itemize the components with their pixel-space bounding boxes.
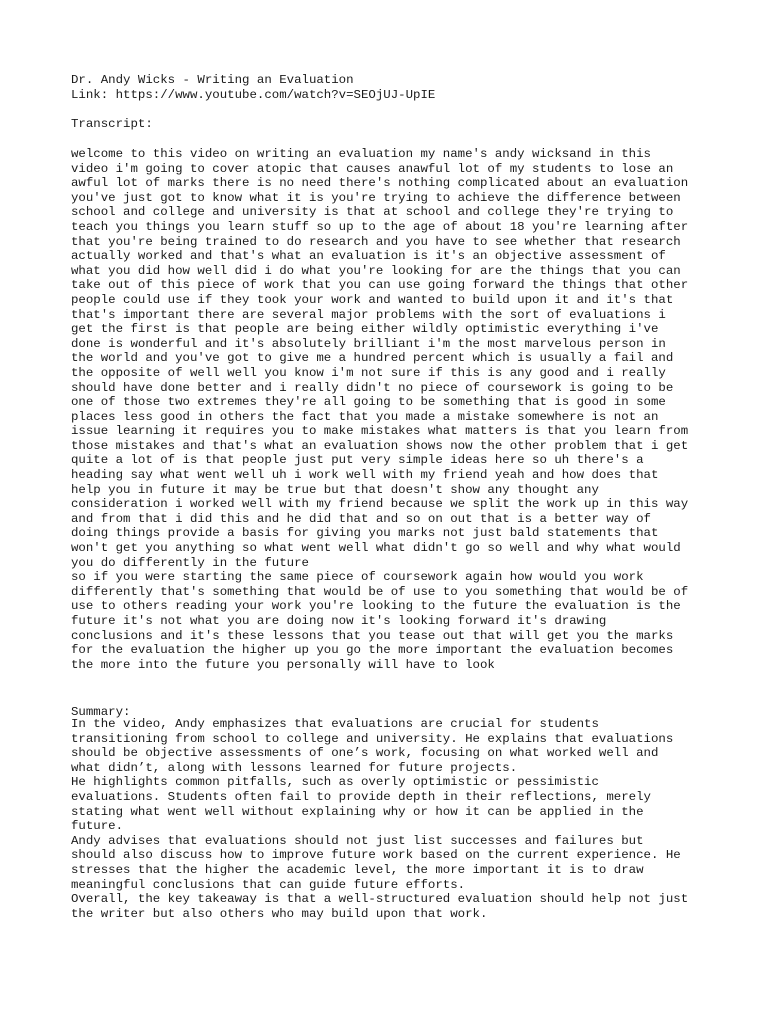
text-line: consideration i worked well with my friend because we split the work up in this way	[71, 497, 689, 512]
text-line: video i'm going to cover atopic that causes anawful lot of my students to lose an	[71, 161, 674, 176]
text-line: future.	[71, 819, 124, 834]
text-line: He highlights common pitfalls, such as overly optimistic or pessimistic	[71, 775, 599, 790]
text-line: school and college and university is that at school and college they're trying to	[71, 205, 674, 220]
text-line: for the evaluation the higher up you go the more important the evaluation becomes	[71, 643, 674, 658]
text-line: one of those two extremes they're all going to be something that is good in some	[71, 395, 666, 410]
text-line: In the video, Andy emphasizes that evaluations are crucial for students	[71, 717, 599, 731]
text-line: Andy advises that evaluations should not just list successes and failures but	[71, 833, 644, 848]
text-line: awful lot of marks there is no need there's nothing complicated about an evaluation	[71, 176, 689, 191]
text-line: take out of this piece of work that you can use going forward the things that other	[71, 278, 689, 293]
text-line: that you're being trained to do research and you have to see whether that research	[71, 234, 681, 249]
text-line: won't get you anything so what went well what didn't go so well and why what would	[71, 541, 681, 556]
summary-heading: Summary:	[71, 705, 131, 719]
text-line: stresses that the higher the academic level, the more important it is to draw	[71, 862, 644, 877]
text-line: what you did how well did i do what you're looking for are the things that you can	[71, 263, 681, 278]
text-line: those mistakes and that's what an evaluation shows now the other problem that i get	[71, 438, 689, 453]
text-line: help you in future it may be true but that doesn't show any thought any	[71, 482, 599, 497]
text-line: and from that i did this and he did that and so on out that is a better way of	[71, 511, 651, 526]
text-line: the more into the future you personally will have to look	[71, 657, 495, 672]
text-line: that's important there are several major problems with the sort of evaluations i	[71, 307, 666, 322]
video-link[interactable]: Link: https://www.youtube.com/watch?v=SEOjUJ-UpIE	[71, 87, 436, 102]
text-line: should also discuss how to improve future work based on the current experience. He	[71, 848, 681, 863]
text-line: should have done better and i really didn't no piece of coursework is going to be	[71, 380, 674, 395]
text-line: so if you were starting the same piece of coursework again how would you work	[71, 570, 644, 585]
summary-body	[71, 717, 721, 921]
text-line: transitioning from school to college and university. He explains that evaluations	[71, 731, 674, 746]
text-line: you've just got to know what it is you're trying to achieve the difference between	[71, 190, 681, 205]
text-line: doing things provide a basis for giving you marks not just bald statements that	[71, 526, 659, 541]
text-line: future it's not what you are doing now it's looking forward it's drawing	[71, 614, 607, 628]
transcript-heading: Transcript:	[71, 117, 153, 131]
text-line: differently that's something that would be of use to you something that would be of	[71, 584, 689, 599]
text-line: heading say what went well uh i work well with my friend yeah and how does that	[71, 468, 659, 483]
text-line: places less good in others the fact that you made a mistake somewhere is not an	[71, 409, 659, 424]
text-line: actually worked and that's what an evaluation is it's an objective assessment of	[71, 249, 666, 264]
text-line: conclusions and it's these lessons that you tease out that will get you the marks	[71, 628, 674, 643]
text-line: issue learning it requires you to make mistakes what matters is that you learn from	[71, 424, 689, 439]
text-line: Overall, the key takeaway is that a well-structured evaluation should help not just	[71, 892, 689, 907]
text-line: the writer but also others who may build upon that work.	[71, 906, 488, 921]
text-line: evaluations. Students often fail to provide depth in their reflections, merely	[71, 789, 651, 804]
text-line: get the first is that people are being either wildly optimistic everything i've	[71, 322, 659, 337]
text-line: done is wonderful and it's absolutely brilliant i'm the most marvelous person in	[71, 336, 666, 351]
text-line: use to others reading your work you're looking to the future the evaluation is the	[71, 599, 681, 614]
text-line: the opposite of well well you know i'm not sure if this is any good and i really	[71, 365, 666, 380]
text-line: the world and you've got to give me a hundred percent which is usually a fail and	[71, 351, 674, 366]
text-line: meaningful conclusions that can guide future efforts.	[71, 877, 466, 892]
document-header	[71, 73, 721, 102]
text-line: quite a lot of is that people just put very simple ideas here so uh there's a	[71, 453, 644, 468]
text-line: people could use if they took your work and wanted to build upon it and it's that	[71, 292, 674, 307]
text-line: stating what went well without explaining why or how it can be applied in the	[71, 804, 644, 819]
transcript-body	[71, 147, 721, 672]
text-line: should be objective assessments of one’s work, focusing on what worked well and	[71, 746, 659, 761]
text-line: teach you things you learn stuff so up to the age of about 18 you're learning after	[71, 219, 689, 234]
text-line: welcome to this video on writing an evaluation my name's andy wicksand in this	[71, 147, 651, 161]
text-line: you do differently in the future	[71, 555, 309, 570]
text-line: what didn’t, along with lessons learned for future projects.	[71, 760, 518, 775]
document-title: Dr. Andy Wicks - Writing an Evaluation	[71, 73, 354, 87]
